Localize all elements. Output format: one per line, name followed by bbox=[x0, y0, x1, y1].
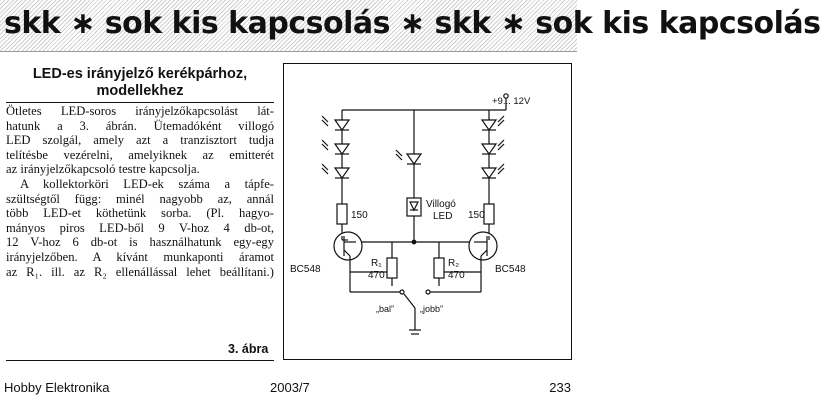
left-led-chain bbox=[322, 110, 368, 236]
body-line: A kollektorköri LED-ek száma a tápfe- bbox=[20, 176, 274, 191]
section-banner bbox=[0, 0, 821, 52]
body-line: 12 V-hoz 6 db-ot is használhatunk egy-egy bbox=[6, 235, 274, 250]
emitter-resistors bbox=[350, 242, 481, 286]
body-line: Ötletes LED-soros irányjelzőkapcsolást lát- bbox=[6, 104, 274, 118]
circuit-svg bbox=[284, 64, 573, 361]
right-led-chain bbox=[468, 110, 504, 236]
flashing-led-label-2: LED bbox=[433, 211, 453, 222]
caption-rule bbox=[6, 360, 274, 361]
transistor-right-icon bbox=[469, 232, 526, 275]
r2-label: R₂ bbox=[448, 258, 460, 269]
resistor-left-label: 150 bbox=[351, 210, 368, 221]
body-line: LED szolgál, amely azt a tranzisztort tudja bbox=[6, 133, 274, 148]
led-icon bbox=[482, 164, 504, 178]
footer-page-number: 233 bbox=[549, 380, 571, 395]
article-title-line-2: modellekhez bbox=[96, 83, 184, 99]
r1-value: 470 bbox=[368, 270, 385, 281]
body-line: több LED-et köthetünk sorba. (Pl. hagyo- bbox=[6, 206, 274, 221]
body-line: telítésbe vezérelni, amelyiknek az emitterét bbox=[6, 147, 274, 162]
led-icon bbox=[482, 140, 504, 154]
footer-issue: 2003/7 bbox=[270, 380, 310, 395]
footer-magazine: Hobby Elektronika bbox=[4, 380, 110, 395]
article-title-line-1: LED-es irányjelző kerékpárhoz, bbox=[32, 66, 248, 82]
circuit-diagram bbox=[283, 63, 572, 360]
resistor-right-label: 150 bbox=[468, 210, 485, 221]
direction-switch-icon bbox=[350, 272, 481, 334]
led-icon bbox=[322, 116, 349, 130]
resistor-r2 bbox=[434, 258, 444, 278]
figure-caption: 3. ábra bbox=[228, 342, 269, 356]
led-icon bbox=[322, 140, 349, 154]
r2-value: 470 bbox=[448, 270, 465, 281]
resistor-r1 bbox=[387, 258, 397, 278]
page-footer bbox=[0, 376, 577, 400]
article-body bbox=[6, 104, 274, 279]
r1-label: R₁ bbox=[371, 258, 382, 269]
body-line: az R₁. ill. az R₂ ellenállással lehet beállítani.) bbox=[6, 264, 274, 279]
banner-text: skk ∗ sok kis kapcsolás ∗ skk ∗ sok kis kapcsolás bbox=[4, 6, 821, 41]
resistor-right-150 bbox=[484, 204, 494, 224]
switch-right-label: „jobb” bbox=[420, 304, 444, 314]
title-rule bbox=[6, 102, 274, 103]
resistor-left-150 bbox=[337, 204, 347, 224]
flashing-led-branch bbox=[356, 110, 474, 244]
switch-left-label: „bal” bbox=[376, 304, 395, 314]
transistor-right-label: BC548 bbox=[495, 264, 526, 275]
flashing-led-label-1: Villogó bbox=[426, 199, 456, 210]
body-line: az irányjelzőkapcsoló testre kapcsolja. bbox=[6, 162, 200, 177]
body-line: szültségtől függ: minél nagyobb az, annál bbox=[6, 191, 274, 206]
supply-label: +9... 12V bbox=[492, 96, 531, 107]
body-line: irányjelzőben. A kívánt munkaponti áramot bbox=[6, 249, 274, 264]
body-line: hatunk a 3. ábrán. Ütemadóként villogó bbox=[6, 118, 274, 133]
transistor-left-label: BC548 bbox=[290, 264, 321, 275]
led-icon bbox=[396, 150, 421, 164]
article-title bbox=[6, 66, 274, 100]
led-icon bbox=[322, 164, 349, 178]
transistor-left-icon bbox=[290, 232, 362, 275]
led-icon bbox=[482, 116, 504, 130]
body-line: mányos piros LED-ből 9 V-hoz 4 db-ot, bbox=[6, 220, 274, 235]
